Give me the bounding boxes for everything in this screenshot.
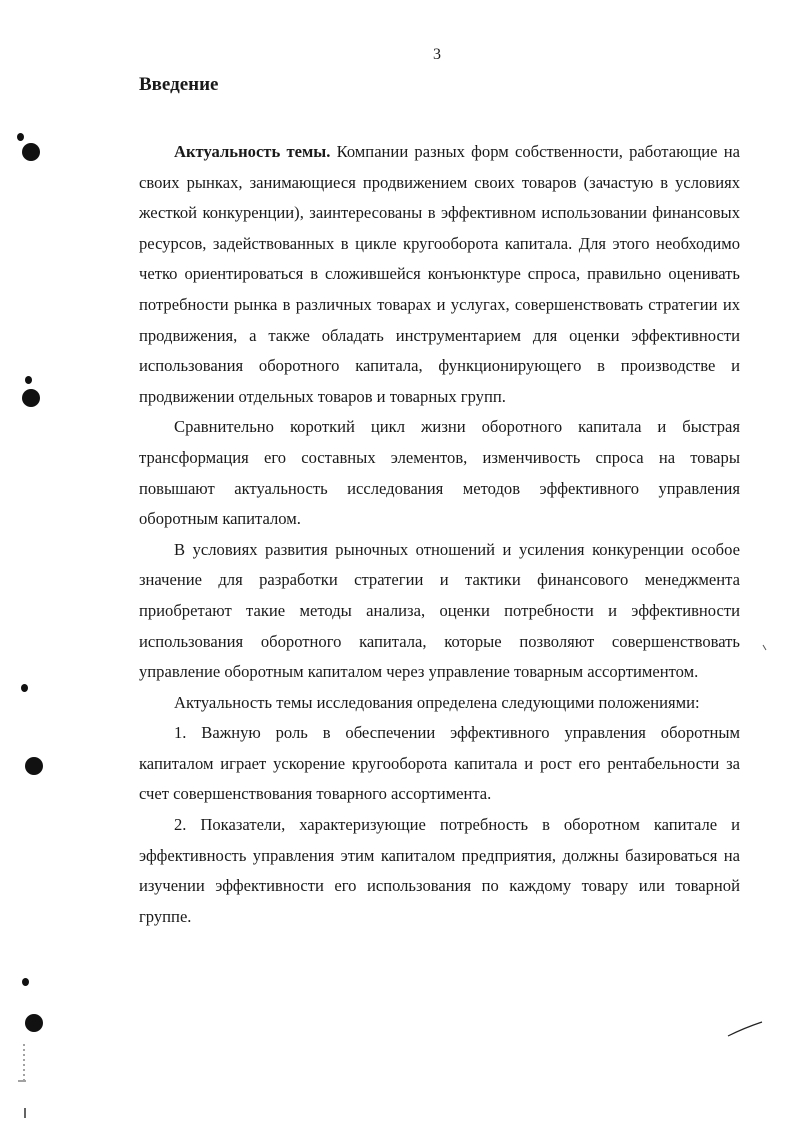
punch-hole-small-3 xyxy=(21,684,28,692)
paragraph-lead: Актуальность темы. xyxy=(174,142,331,161)
body-text xyxy=(139,137,740,932)
paragraph-4: Актуальность темы исследования определена следующими положениями: xyxy=(174,692,700,712)
paragraph-1 xyxy=(139,137,740,412)
scan-speck xyxy=(762,644,768,652)
paragraph-2: Сравнительно короткий цикл жизни оборотного капитала и быстрая трансформация его составных элементов, изменчивость спроса на товары повышают актуальность исследования методов эффективного управления оборотным капиталом. xyxy=(139,417,740,529)
paragraph-text: Компании разных форм собственности, работающие на своих рынках, занимающиеся продвижением своих товаров (зачастую в условиях жесткой конкуренции), заинтересованы в эффективном использовании финансовых ресурсов, задействованных в цикле кругооборота капитала. Для этого необходимо четко ориентироваться в сложившейся конъюнктуре спроса, правильно оценивать потребности рынка в различных товарах и услугах, совершенствовать стратегии их продвижения, а также обладать инструментарием для оценки эффективности использования оборотного капитала, функционирующего в производстве и продвижении отдельных товаров и товарных групп. xyxy=(139,142,740,406)
paragraph-5: 1. Важную роль в обеспечении эффективного управления оборотным капиталом играет ускорение кругооборота капитала и рост его рентабельности за счет совершенствования товарного ассортимента. xyxy=(139,723,740,804)
paragraph-3: В условиях развития рыночных отношений и усиления конкуренции особое значение для разработки стратегии и тактики финансового менеджмента приобретают такие методы анализа, оценки потребности и эффективности использования оборотного капитала, которые позволяют совершенствовать управление оборотным капиталом через управление товарным ассортиментом. xyxy=(139,539,740,682)
punch-hole-3 xyxy=(25,757,43,775)
scan-mark-dashes xyxy=(16,1040,46,1120)
punch-hole-4 xyxy=(25,1014,43,1032)
pen-stroke xyxy=(726,1016,766,1040)
punch-hole-small-1 xyxy=(17,133,24,141)
punch-hole-small-2 xyxy=(25,376,32,384)
punch-hole-small-4 xyxy=(22,978,29,986)
punch-hole-2 xyxy=(22,389,40,407)
paragraph-6: 2. Показатели, характеризующие потребность в оборотном капитале и эффективность управления этим капиталом предприятия, должны базироваться на изучении эффективности его использования по каждому товару или товарной группе. xyxy=(139,815,740,926)
page-number: 3 xyxy=(433,46,441,63)
section-heading: Введение xyxy=(139,74,219,95)
punch-hole-1 xyxy=(22,143,40,161)
